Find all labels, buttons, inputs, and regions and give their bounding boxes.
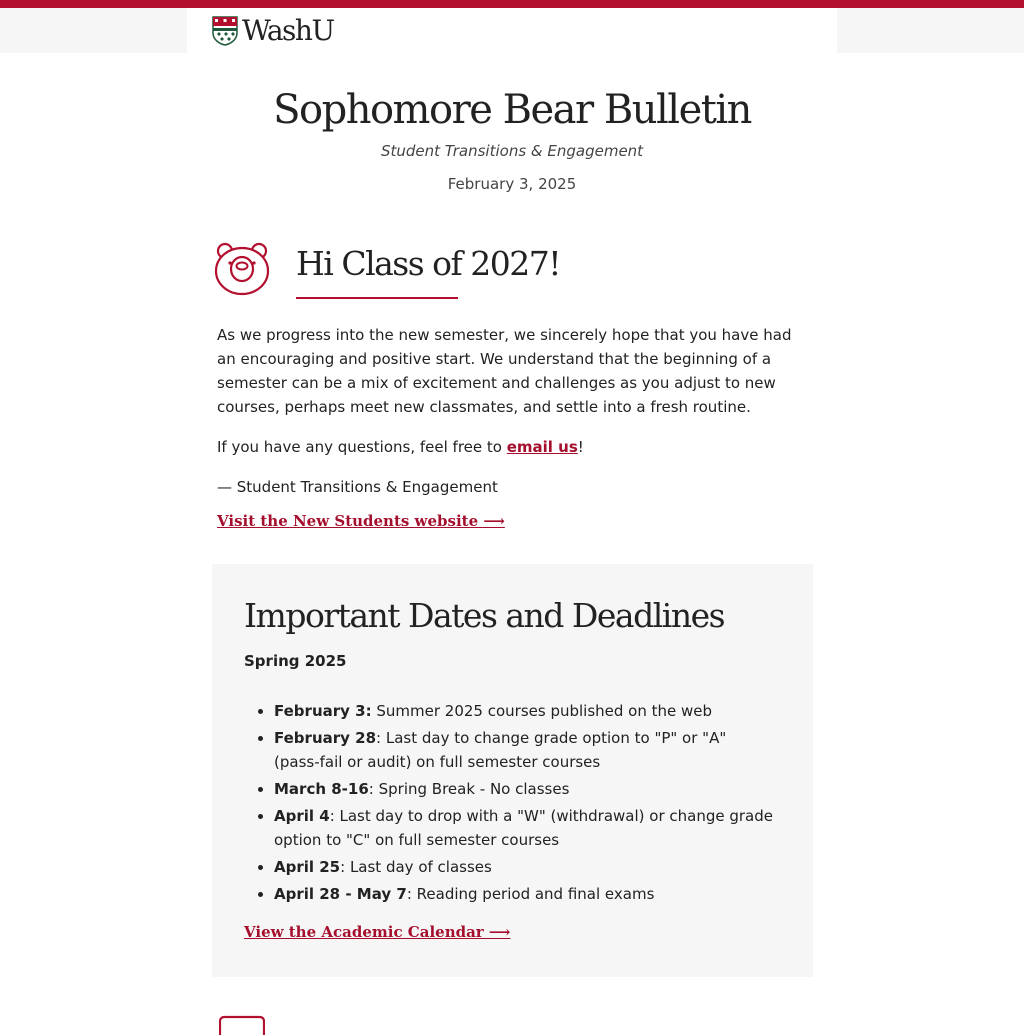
greeting-heading: Hi Class of 2027! [296,244,560,283]
list-item [274,804,774,852]
top-accent-bar [0,0,1024,8]
bear-icon [213,241,271,297]
list-item [274,699,774,723]
questions-paragraph [217,435,812,459]
deadline-text: Summer 2025 courses published on the web [371,702,713,720]
logo-wordmark: WashU [242,14,334,47]
list-item [274,777,774,801]
signature: — Student Transitions & Engagement [217,478,498,496]
deadlines-list [244,699,774,909]
list-item [274,855,774,879]
page-subtitle: Student Transitions & Engagement [380,142,644,160]
washu-logo[interactable] [212,15,334,47]
deadline-text: : Last day to change grade option to "P" or "A" (pass-fail or audit) on full semester courses [274,729,727,771]
shield-icon [212,16,238,46]
list-item [274,882,774,906]
term-label: Spring 2025 [244,652,347,670]
deadline-text: : Last day of classes [340,858,492,876]
dates-heading: Important Dates and Deadlines [244,596,725,635]
email-us-link[interactable]: email us [506,438,578,456]
deadline-date: April 4 [274,807,330,825]
deadline-date: February 3: [274,702,372,720]
list-item [274,726,774,774]
deadline-text: : Spring Break - No classes [368,780,570,798]
page-title: Sophomore Bear Bulletin [273,87,751,133]
new-students-website-link[interactable]: Visit the New Students website ⟶ [217,512,505,530]
intro-paragraph: As we progress into the new semester, we sincerely hope that you have had an encouraging and positive start. We understand that the beginning of a semester can be a mix of excitement and challenges as you adjust to new courses, perhaps meet new classmates, and settle into a fresh routine. [217,326,792,416]
deadline-text: : Reading period and final exams [406,885,655,903]
questions-suffix: ! [577,438,584,456]
issue-date: February 3, 2025 [447,175,577,193]
deadline-date: February 28 [274,729,377,747]
deadline-date: April 28 - May 7 [274,885,407,903]
academic-calendar-link[interactable]: View the Academic Calendar ⟶ [244,923,511,941]
deadline-text: : Last day to drop with a "W" (withdrawal) or change grade option to "C" on full semester courses [274,807,774,849]
deadline-date: April 25 [274,858,341,876]
heading-underline [296,297,458,299]
calendar-icon [219,1015,265,1035]
deadline-date: March 8-16 [274,780,369,798]
questions-text: If you have any questions, feel free to [217,438,507,456]
